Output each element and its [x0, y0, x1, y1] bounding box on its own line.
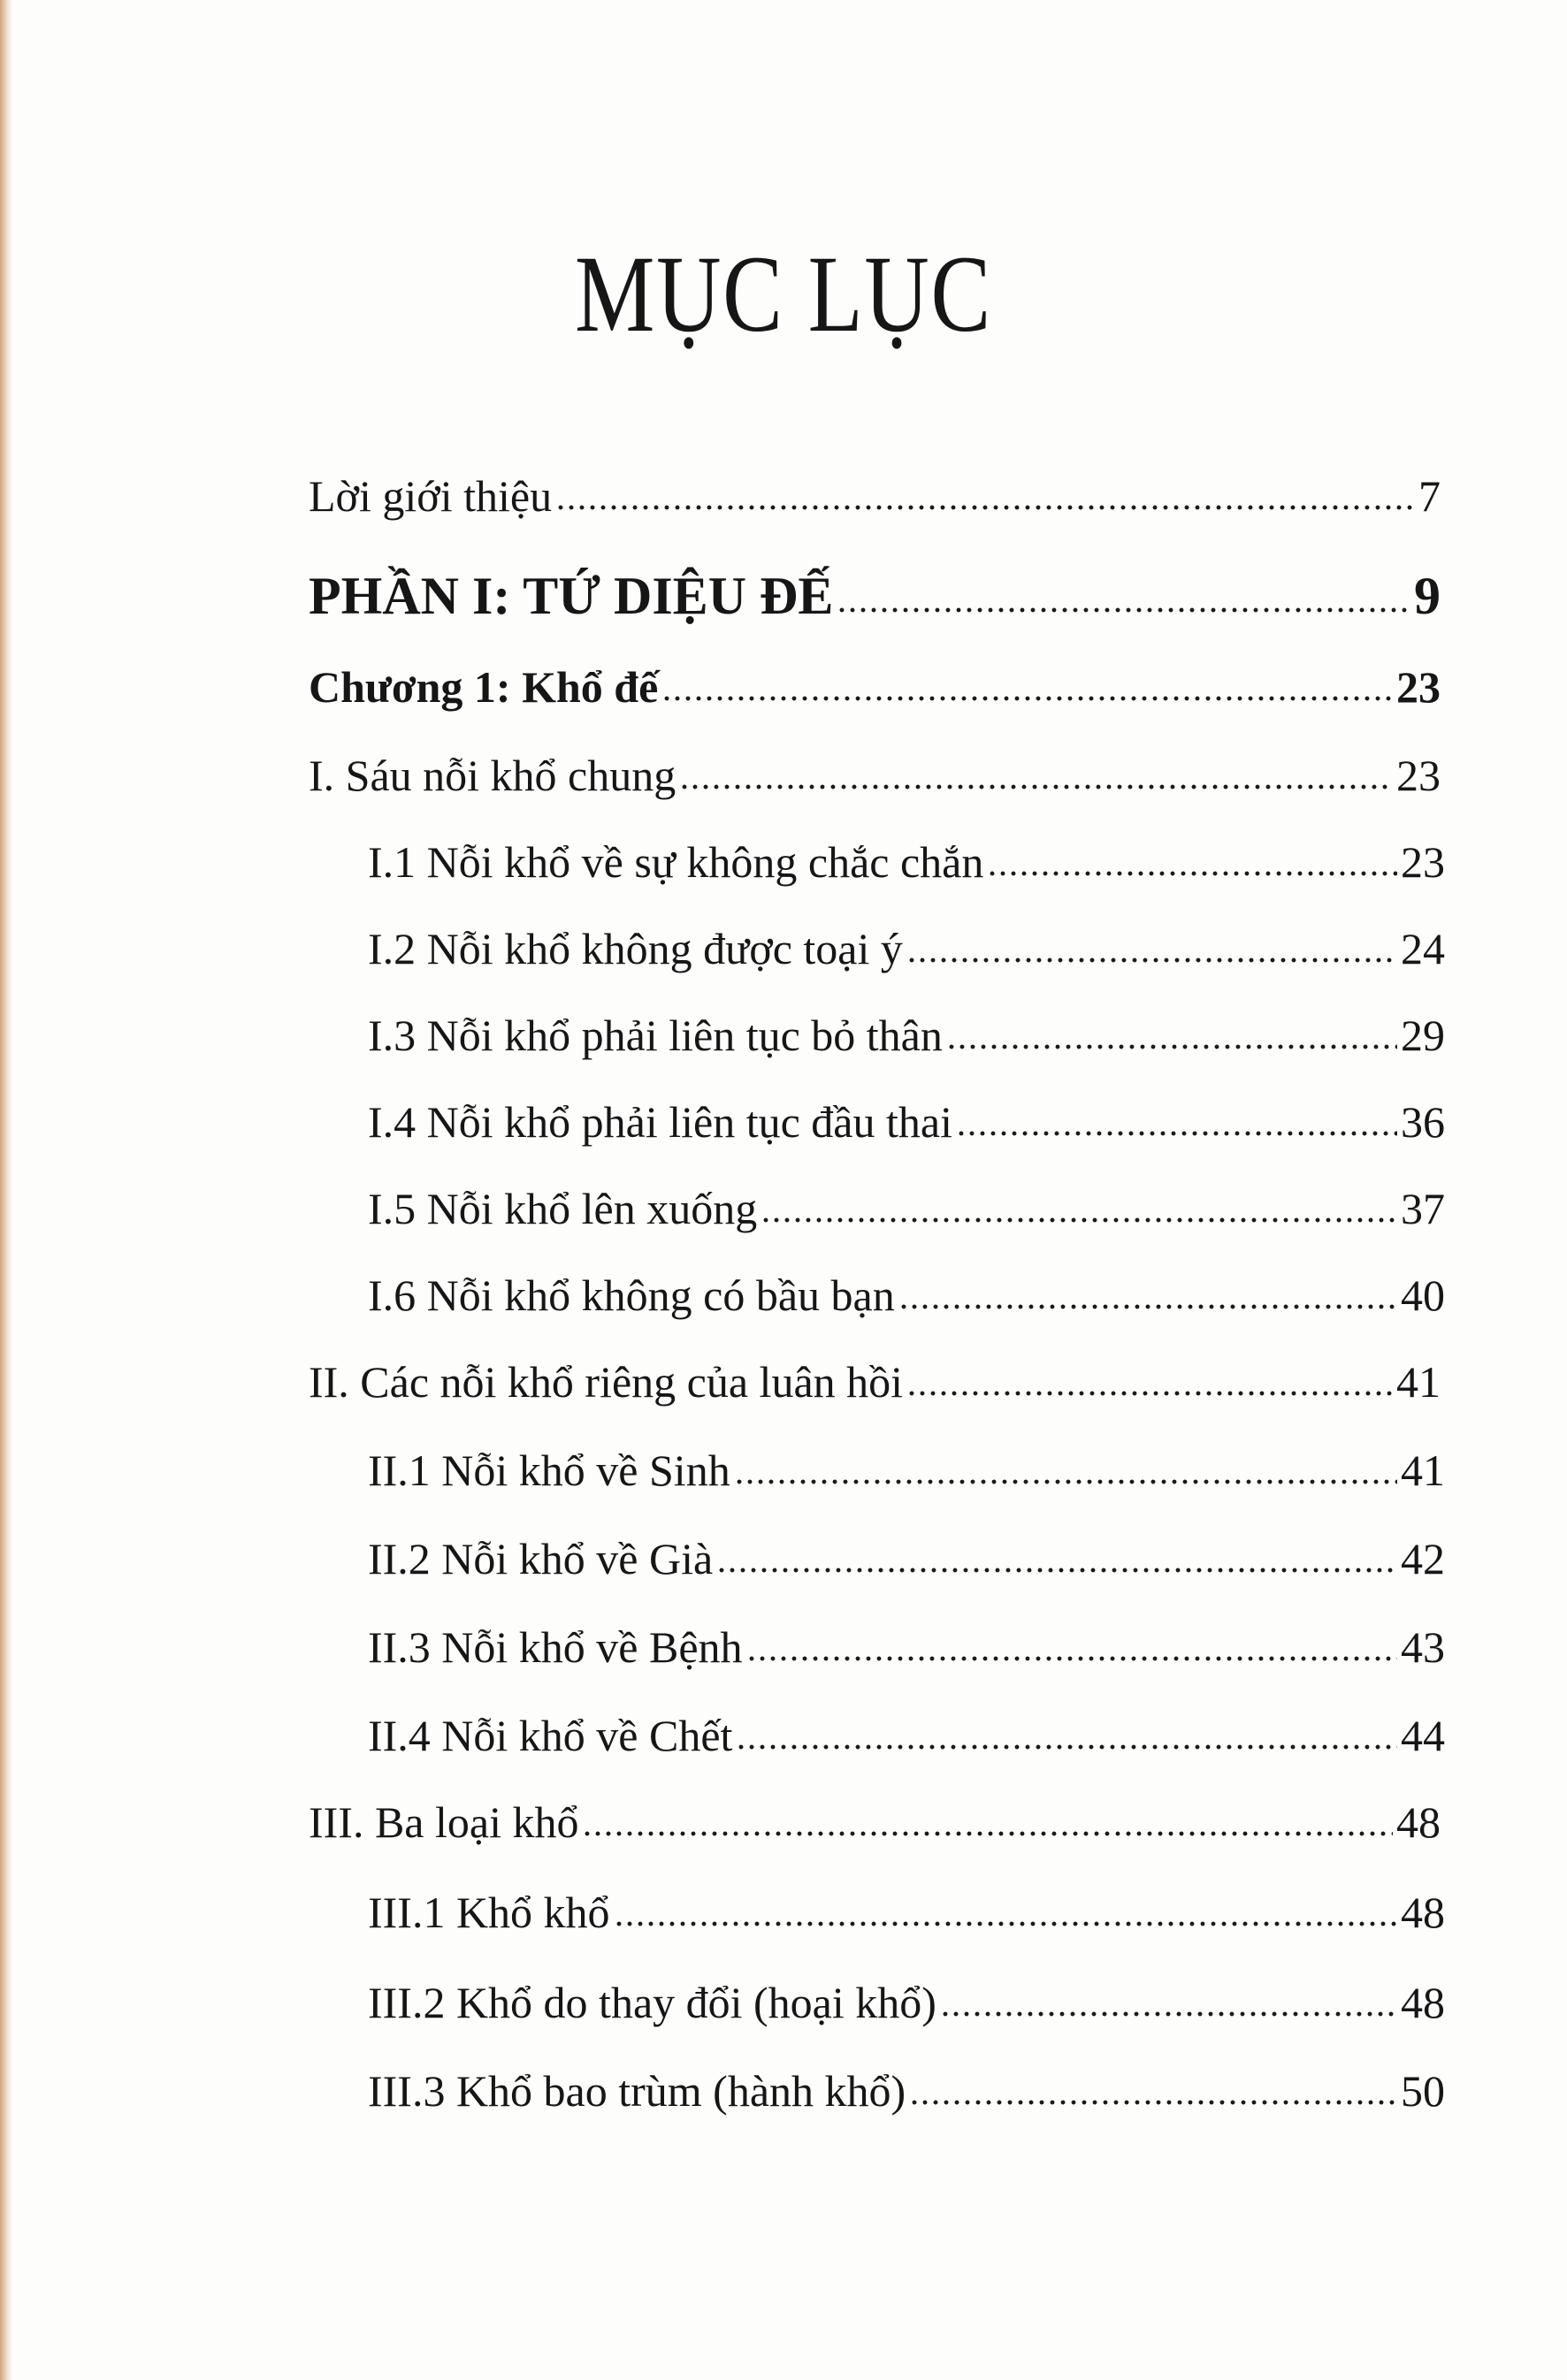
toc-entry-label: I. Sáu nỗi khổ chung — [309, 751, 676, 800]
page-edge-shadow — [0, 0, 12, 2380]
toc-entry-page: 23 — [1396, 662, 1441, 712]
toc-entry-page: 29 — [1401, 1011, 1445, 1060]
toc-entry-label: Lời giới thiệu — [309, 471, 553, 521]
toc-entry — [368, 1010, 1445, 1080]
toc-entry — [309, 1796, 1441, 1867]
toc-entry — [368, 923, 1445, 994]
toc-entry-label: I.5 Nỗi khổ lên xuống — [368, 1184, 758, 1233]
toc-entry-label: PHẦN I: TỨ DIỆU ĐẾ — [309, 567, 834, 625]
toc-entry — [309, 1356, 1441, 1427]
toc-entry — [309, 470, 1441, 541]
toc-entry-page: 24 — [1401, 924, 1445, 973]
toc-entry-label: Chương 1: Khổ đế — [309, 662, 659, 712]
toc-entry-label: I.3 Nỗi khổ phải liên tục bỏ thân — [368, 1011, 943, 1060]
dot-leader — [906, 957, 1397, 964]
toc-entry-page: 37 — [1401, 1184, 1445, 1233]
dot-leader — [946, 1043, 1397, 1050]
toc-entry-page: 9 — [1414, 567, 1441, 625]
dot-leader — [582, 1830, 1393, 1837]
dot-leader — [987, 870, 1397, 877]
dot-leader — [746, 1655, 1397, 1662]
toc-entry-label: I.2 Nỗi khổ không được toại ý — [368, 924, 903, 973]
toc-entry — [368, 1977, 1445, 2048]
toc-entry-label: III.3 Khổ bao trùm (hành khổ) — [368, 2066, 906, 2116]
toc-entry-page: 41 — [1401, 1446, 1445, 1495]
toc-entry — [368, 836, 1445, 907]
page-title: MỤC LỤC — [575, 233, 992, 355]
dot-leader — [906, 1390, 1393, 1397]
toc-entry — [309, 661, 1441, 732]
toc-entry-page: 50 — [1401, 2066, 1445, 2116]
dot-leader — [940, 2010, 1397, 2018]
toc-entry — [368, 1096, 1445, 1167]
toc-entry-page: 23 — [1401, 837, 1445, 887]
toc-entry-label: II.3 Nỗi khổ về Bệnh — [368, 1622, 743, 1672]
toc-entry-page: 7 — [1418, 471, 1441, 521]
toc-entry-label: I.6 Nỗi khổ không có bầu bạn — [368, 1270, 895, 1320]
toc-entry-page: 48 — [1396, 1797, 1441, 1847]
dot-leader — [837, 606, 1410, 614]
dot-leader — [614, 1920, 1397, 1927]
toc-entry-label: II.4 Nỗi khổ về Chết — [368, 1711, 733, 1760]
toc-entry-label: II. Các nỗi khổ riêng của luân hồi — [309, 1357, 904, 1407]
toc-entry — [368, 1445, 1445, 1515]
toc-entry-page: 48 — [1401, 1888, 1445, 1937]
toc-entry-label: II.2 Nỗi khổ về Già — [368, 1534, 714, 1583]
dot-leader — [956, 1130, 1397, 1137]
toc-entry-page: 42 — [1401, 1534, 1445, 1583]
toc-entry-label: I.4 Nỗi khổ phải liên tục đầu thai — [368, 1097, 952, 1147]
toc-entry — [368, 1887, 1445, 1957]
dot-leader — [716, 1567, 1397, 1574]
toc-entry-page: 41 — [1396, 1357, 1441, 1407]
dot-leader — [734, 1478, 1397, 1485]
dot-leader — [898, 1303, 1397, 1310]
dot-leader — [661, 695, 1393, 702]
toc-entry — [368, 1621, 1445, 1692]
toc-entry-label: III.2 Khổ do thay đổi (hoại khổ) — [368, 1978, 936, 2027]
toc-entry-label: I.1 Nỗi khổ về sự không chắc chắn — [368, 837, 984, 887]
toc-entry-page: 43 — [1401, 1622, 1445, 1672]
toc-entry-label: III.1 Khổ khổ — [368, 1888, 610, 1937]
toc-entry — [368, 1183, 1445, 1254]
dot-leader — [736, 1743, 1397, 1751]
toc-entry — [368, 1710, 1445, 1781]
toc-entry-label: II.1 Nỗi khổ về Sinh — [368, 1446, 730, 1495]
toc-entry-page: 48 — [1401, 1978, 1445, 2027]
toc-entry-page: 23 — [1396, 751, 1441, 800]
toc-entry — [368, 1270, 1445, 1340]
toc-entry-page: 44 — [1401, 1711, 1445, 1760]
toc-entry — [309, 566, 1441, 637]
toc-entry — [368, 1533, 1445, 1604]
toc-entry — [368, 2065, 1445, 2136]
toc-entry — [309, 750, 1441, 820]
toc-entry-label: III. Ba loại khổ — [309, 1797, 579, 1847]
dot-leader — [679, 783, 1393, 790]
dot-leader — [555, 504, 1415, 511]
toc-entry-page: 40 — [1401, 1270, 1445, 1320]
toc-entry-page: 36 — [1401, 1097, 1445, 1147]
dot-leader — [761, 1217, 1397, 1224]
dot-leader — [909, 2099, 1397, 2106]
